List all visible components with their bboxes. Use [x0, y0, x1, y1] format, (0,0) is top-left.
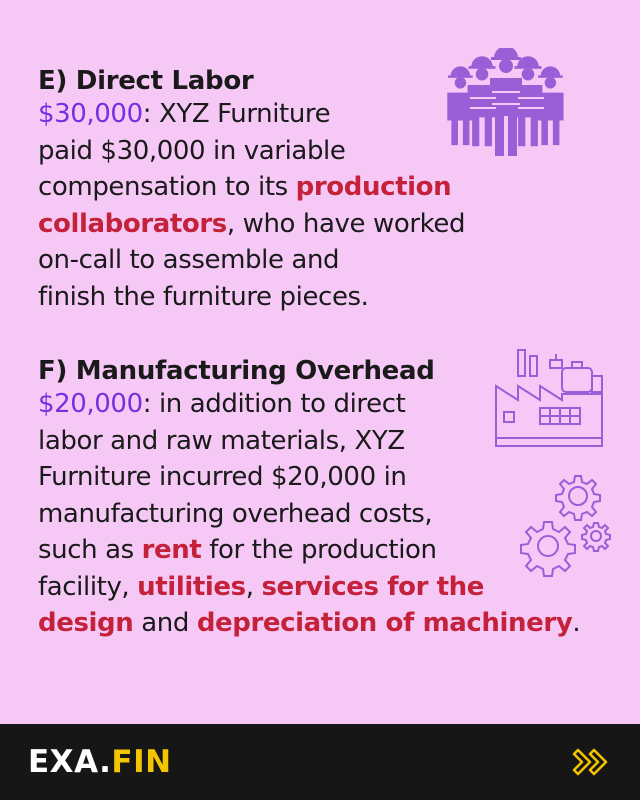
- factory-icon: [494, 346, 606, 450]
- text-line: [38, 459, 580, 496]
- double-chevron-right-icon[interactable]: [572, 744, 616, 780]
- body-text-segment: manufacturing overhead costs,: [38, 498, 433, 529]
- body-text-segment: , who have worked: [226, 208, 466, 239]
- text-line: [38, 605, 580, 642]
- construction-workers-icon: [430, 48, 580, 160]
- text-line: [38, 133, 465, 170]
- manufacturing-overhead-heading: F) Manufacturing Overhead: [38, 356, 435, 386]
- brand-logo[interactable]: [28, 744, 172, 780]
- body-text-segment: : XYZ Furniture: [142, 99, 331, 129]
- direct-labor-section: [38, 66, 465, 315]
- body-text-segment: .: [572, 608, 581, 638]
- text-line: [38, 206, 465, 243]
- body-text-segment: labor and raw materials, XYZ: [38, 425, 405, 456]
- text-line: [38, 569, 580, 606]
- highlight-text: design: [38, 608, 134, 638]
- highlight-text: utilities: [137, 571, 246, 602]
- amount-text: $20,000: [38, 389, 143, 419]
- body-text-segment: Furniture incurred $20,000 in: [38, 462, 407, 492]
- body-text-segment: paid $30,000 in variable: [38, 135, 346, 166]
- body-text-segment: facility,: [38, 571, 138, 602]
- text-line: [38, 532, 580, 569]
- text-line: [38, 242, 465, 279]
- text-line: [38, 279, 465, 316]
- text-line: [38, 496, 580, 533]
- logo-text-exa: EXA.: [28, 744, 112, 780]
- body-text-segment: compensation to its: [38, 172, 296, 202]
- body-text-segment: ,: [245, 571, 262, 602]
- body-text-segment: for the production: [201, 535, 437, 565]
- footer-bar: [0, 724, 640, 800]
- text-line: [38, 169, 465, 206]
- body-text-segment: : in addition to direct: [142, 389, 406, 419]
- body-text-segment: and: [133, 608, 197, 638]
- amount-text: $30,000: [38, 99, 143, 129]
- direct-labor-heading: E) Direct Labor: [38, 66, 254, 96]
- gears-icon: [520, 474, 612, 578]
- body-text-segment: such as: [38, 535, 142, 565]
- highlight-text: production: [295, 172, 452, 202]
- direct-labor-text: [38, 96, 465, 315]
- logo-text-fin: FIN: [111, 744, 172, 780]
- highlight-text: collaborators: [38, 208, 227, 239]
- body-text-segment: finish the furniture pieces.: [38, 281, 369, 312]
- highlight-text: services for the: [261, 571, 485, 602]
- body-text-segment: on-call to assemble and: [38, 245, 340, 275]
- text-line: [38, 96, 465, 133]
- highlight-text: depreciation of machinery: [196, 608, 573, 638]
- highlight-text: rent: [141, 535, 202, 565]
